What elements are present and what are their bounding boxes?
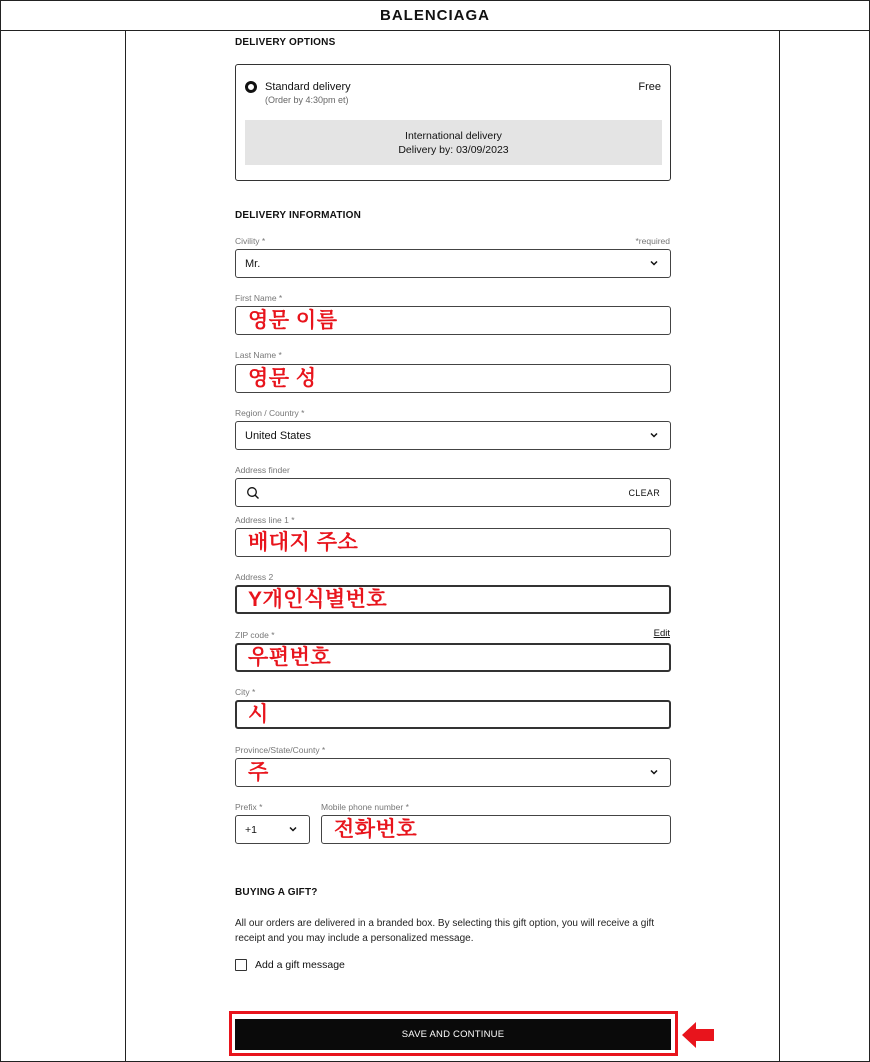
- chevron-down-icon: [648, 766, 660, 778]
- arrow-left-icon: [681, 1018, 715, 1052]
- address-finder-label: Address finder: [235, 465, 290, 475]
- province-select[interactable]: [235, 758, 671, 787]
- zip-field[interactable]: [235, 643, 671, 672]
- chevron-down-icon: [287, 823, 299, 835]
- delivery-option-name: Standard delivery: [265, 81, 351, 93]
- phone-value: 전화번호: [334, 818, 418, 841]
- prefix-label: Prefix *: [235, 802, 263, 812]
- last-name-field[interactable]: [235, 364, 671, 393]
- standard-delivery-radio[interactable]: [245, 81, 257, 93]
- column-divider: [125, 31, 126, 1062]
- last-name-label: Last Name *: [235, 350, 282, 360]
- zip-label: ZIP code *: [235, 630, 275, 640]
- first-name-field[interactable]: [235, 306, 671, 335]
- civility-label: Civility *: [235, 236, 266, 246]
- search-icon: [246, 486, 260, 500]
- international-delivery-panel: [245, 120, 662, 165]
- address-line1-field[interactable]: [235, 528, 671, 557]
- delivery-options-title: DELIVERY OPTIONS: [235, 37, 336, 48]
- gift-description: All our orders are delivered in a branded box. By selecting this gift option, you will receive a gift receipt and you may include a personalized message.: [235, 918, 655, 944]
- gift-message-label[interactable]: Add a gift message: [255, 959, 345, 971]
- region-select[interactable]: [235, 421, 671, 450]
- civility-select[interactable]: [235, 249, 671, 278]
- civility-value: Mr.: [245, 258, 261, 270]
- city-field[interactable]: [235, 700, 671, 729]
- delivery-option-price: Free: [638, 81, 661, 93]
- city-value: 시: [248, 703, 269, 726]
- prefix-value: +1: [245, 824, 257, 836]
- province-value: 주: [248, 761, 269, 784]
- address-finder-input[interactable]: [235, 478, 671, 507]
- address2-value: Y개인식별번호: [248, 588, 388, 611]
- delivery-information-title: DELIVERY INFORMATION: [235, 210, 362, 221]
- region-value: United States: [245, 430, 312, 442]
- province-label: Province/State/County *: [235, 745, 326, 755]
- address2-label: Address 2: [235, 572, 274, 582]
- intl-delivery-date: Delivery by: 03/09/2023: [398, 144, 509, 156]
- save-and-continue-button[interactable]: SAVE AND CONTINUE: [235, 1019, 671, 1050]
- last-name-value: 영문 성: [248, 367, 317, 390]
- phone-label: Mobile phone number *: [321, 802, 409, 812]
- gift-title: BUYING A GIFT?: [235, 887, 318, 898]
- prefix-select[interactable]: [235, 815, 310, 844]
- column-divider: [779, 31, 780, 1062]
- chevron-down-icon: [648, 257, 660, 269]
- address2-field[interactable]: [235, 585, 671, 614]
- address-line1-label: Address line 1 *: [235, 515, 295, 525]
- zip-edit-link[interactable]: Edit: [653, 628, 670, 639]
- brand-logo[interactable]: BALENCIAGA: [380, 7, 490, 24]
- required-note: *required: [635, 236, 670, 246]
- phone-field[interactable]: [321, 815, 671, 844]
- delivery-option-card[interactable]: [235, 64, 671, 181]
- first-name-value: 영문 이름: [248, 309, 338, 332]
- address-line1-value: 배대지 주소: [248, 531, 359, 554]
- clear-button[interactable]: CLEAR: [628, 488, 660, 498]
- header: [0, 0, 870, 31]
- delivery-option-cutoff: (Order by 4:30pm et): [265, 95, 349, 105]
- city-label: City *: [235, 687, 256, 697]
- gift-message-checkbox[interactable]: [235, 959, 247, 971]
- intl-delivery-label: International delivery: [405, 130, 502, 142]
- first-name-label: First Name *: [235, 293, 283, 303]
- region-label: Region / Country *: [235, 408, 305, 418]
- chevron-down-icon: [648, 429, 660, 441]
- zip-value: 우편번호: [248, 646, 332, 669]
